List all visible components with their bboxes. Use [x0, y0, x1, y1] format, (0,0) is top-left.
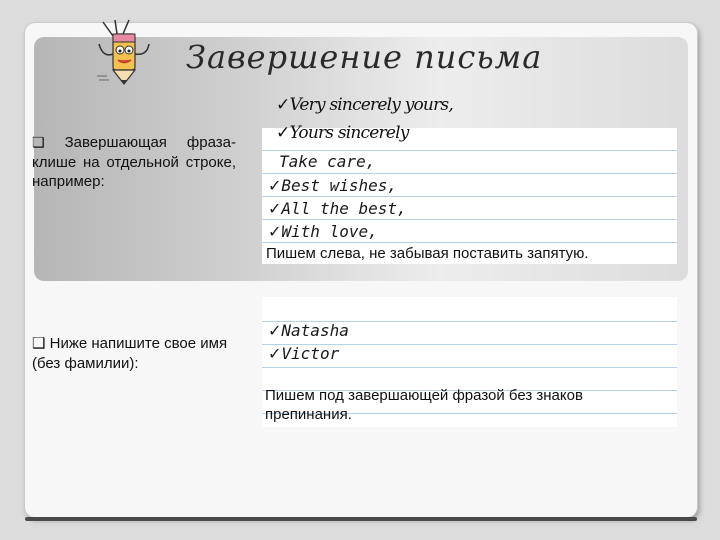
page-title: Завершение письма [186, 38, 543, 76]
bottom-rule [25, 517, 697, 521]
checkmark-icon: ✓ [268, 321, 282, 340]
checkmark-icon: ✓ [268, 344, 282, 363]
checkmark-icon: ✓ [276, 123, 290, 143]
checkmark-icon: ✓ [276, 95, 290, 115]
section2-text [32, 334, 247, 374]
name-line: ✓Natasha [268, 321, 349, 340]
example-line: ✓With love, [268, 222, 378, 241]
section2-label: Ниже напишите свое имя (без фамилии): [32, 335, 228, 372]
example-line: ✓All the best, [268, 199, 407, 218]
italic-example-2: ✓Yours sincerely [276, 123, 409, 143]
checkmark-icon: ✓ [268, 176, 282, 195]
example-take-care: Take care, [279, 152, 376, 171]
example-line: ✓Best wishes, [268, 176, 397, 195]
pencil-mascot-icon [95, 14, 163, 88]
section1-label: Завершающая фраза-клише на отдельной строке, например: [32, 134, 237, 190]
square-bullet-icon: ❑ [32, 135, 45, 151]
square-bullet-icon: ❑ [32, 335, 46, 352]
section2-note: Пишем под завершающей фразой без знаков препинания. [265, 387, 583, 423]
checkmark-icon: ✓ [268, 199, 282, 218]
checkmark-icon: ✓ [268, 222, 282, 241]
section1-note: Пишем слева, не забывая поставить запятую. [266, 245, 589, 262]
section1-text [32, 133, 236, 191]
name-line: ✓Victor [268, 344, 340, 363]
italic-example-1: ✓Very sincerely yours, [276, 95, 453, 115]
